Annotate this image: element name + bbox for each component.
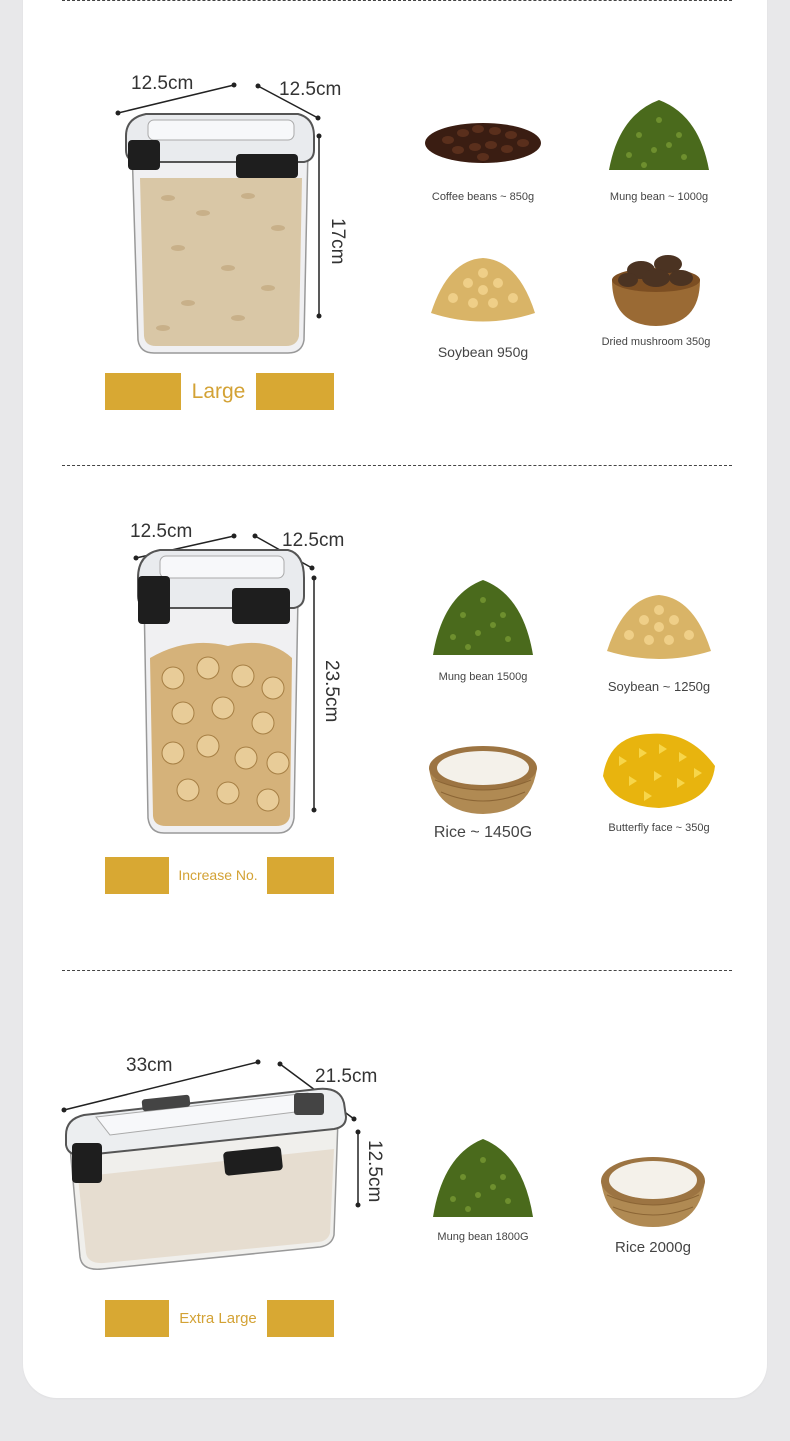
mung-bean-icon: [423, 1135, 543, 1225]
food-item: [584, 95, 734, 203]
pasta-icon: [599, 726, 719, 816]
item-caption: Mung bean 1500g: [438, 671, 528, 683]
soybean-icon: [423, 248, 543, 338]
section-divider-1: [62, 465, 732, 466]
food-item: [408, 95, 558, 203]
section-large: [0, 0, 790, 460]
tag-block-right: [256, 373, 334, 410]
size-label: Extra Large: [179, 1310, 257, 1327]
soybean-icon: [599, 583, 719, 673]
size-tag-large: [105, 373, 334, 410]
section-increase: [0, 470, 790, 960]
height-dimension: 12.5cm: [364, 1140, 385, 1203]
food-item: [408, 1135, 558, 1243]
width-dimension: 33cm: [126, 1055, 173, 1076]
section-divider-2: [62, 970, 732, 971]
tag-block-right: [267, 1300, 334, 1337]
container-large-icon: [108, 78, 338, 363]
item-caption: Mung bean 1800G: [437, 1231, 529, 1243]
depth-dimension: 21.5cm: [315, 1066, 378, 1087]
item-caption: Rice 2000g: [615, 1239, 691, 1256]
food-item: [578, 1143, 728, 1256]
mung-bean-icon: [423, 575, 543, 665]
tag-block-left: [105, 1300, 169, 1337]
container-tall-icon: [128, 528, 328, 843]
mung-bean-icon: [599, 95, 719, 185]
size-label: Increase No.: [178, 867, 258, 883]
food-item: [408, 728, 558, 842]
food-item: [584, 583, 734, 694]
width-dimension: 12.5cm: [131, 73, 194, 94]
item-caption: Mung bean ~ 1000g: [609, 191, 709, 203]
size-tag-increase: [105, 857, 334, 894]
size-label: Large: [191, 380, 246, 403]
rice-basket-icon: [423, 728, 543, 818]
container-wide-icon: [58, 1057, 368, 1277]
section-extra-large: [0, 975, 790, 1365]
item-caption: Butterfly face ~ 350g: [608, 822, 710, 834]
item-caption: Rice ~ 1450G: [433, 824, 533, 841]
item-caption: Coffee beans ~ 850g: [431, 191, 535, 203]
food-item: [581, 240, 731, 348]
tag-block-right: [267, 857, 334, 894]
coffee-beans-icon: [423, 95, 543, 185]
height-dimension: 23.5cm: [321, 660, 342, 723]
mushroom-icon: [596, 240, 716, 330]
height-dimension: 17cm: [327, 218, 348, 265]
food-item: [584, 726, 734, 834]
food-item: [408, 248, 558, 360]
item-caption: Soybean ~ 1250g: [607, 679, 711, 694]
width-dimension: 12.5cm: [130, 521, 193, 542]
tag-block-left: [105, 373, 181, 410]
food-item: [408, 575, 558, 683]
tag-block-left: [105, 857, 169, 894]
depth-dimension: 12.5cm: [282, 530, 345, 551]
depth-dimension: 12.5cm: [279, 79, 342, 100]
item-caption: Dried mushroom 350g: [601, 336, 711, 348]
size-tag-extra-large: [105, 1300, 334, 1337]
item-caption: Soybean 950g: [437, 344, 529, 360]
rice-basket-icon: [593, 1143, 713, 1233]
